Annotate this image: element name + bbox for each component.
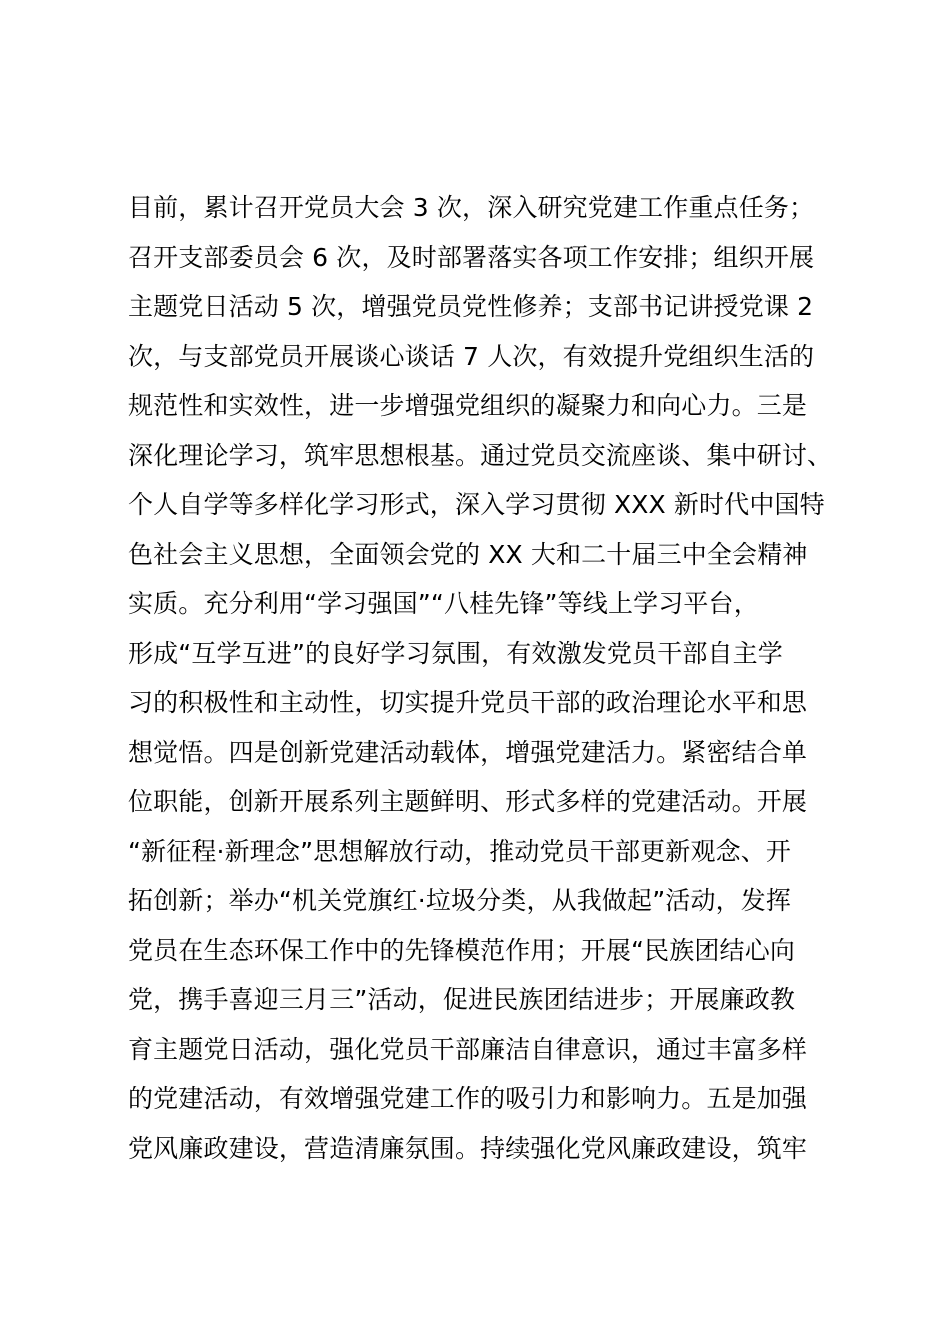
text-line: 位职能，创新开展系列主题鲜明、形式多样的党建活动。开展: [128, 787, 808, 816]
text-line: 实质。充分利用“学习强国”“八桂先锋”等线上学习平台，: [128, 589, 759, 618]
text-line: 党，携手喜迎三月三”活动，促进民族团结进步；开展廉政教: [128, 985, 796, 1014]
text-line: 色社会主义思想，全面领会党的 XX 大和二十届三中全会精神: [128, 539, 808, 569]
text-line: 个人自学等多样化学习形式，深入学习贯彻 XXX 新时代中国特: [128, 490, 825, 519]
text-line: 党风廉政建设，营造清廉氛围。持续强化党风廉政建设，筑牢: [128, 1133, 808, 1163]
text-line: 主题党日活动 5 次，增强党员党性修养；支部书记讲授党课 2: [128, 292, 814, 321]
text-line: “新征程·新理念”思想解放行动，推动党员干部更新观念、开: [128, 836, 792, 866]
text-line: 召开支部委员会 6 次，及时部署落实各项工作安排；组织开展: [128, 242, 815, 272]
text-line: 的党建活动，有效增强党建工作的吸引力和影响力。五是加强: [128, 1084, 808, 1113]
text-line: 拓创新；举办“机关党旗红·垃圾分类，从我做起”活动，发挥: [128, 886, 792, 915]
text-line: 习的积极性和主动性，切实提升党员干部的政治理论水平和思: [128, 688, 808, 717]
text-line: 育主题党日活动，强化党员干部廉洁自律意识，通过丰富多样: [128, 1034, 808, 1064]
text-line: 规范性和实效性，进一步增强党组织的凝聚力和向心力。三是: [128, 391, 808, 420]
text-line: 目前，累计召开党员大会 3 次，深入研究党建工作重点任务；: [128, 193, 815, 222]
text-line: 次，与支部党员开展谈心谈话 7 人次，有效提升党组织生活的: [128, 341, 815, 371]
text-line: 深化理论学习，筑牢思想根基。通过党员交流座谈、集中研讨、: [128, 440, 833, 470]
text-line: 想觉悟。四是创新党建活动载体，增强党建活力。紧密结合单: [128, 737, 808, 767]
body-paragraph: [128, 183, 838, 1173]
text-line: 党员在生态环保工作中的先锋模范作用；开展“民族团结心向: [128, 935, 796, 965]
text-line: 形成“互学互进”的良好学习氛围，有效激发党员干部自主学: [128, 638, 783, 668]
